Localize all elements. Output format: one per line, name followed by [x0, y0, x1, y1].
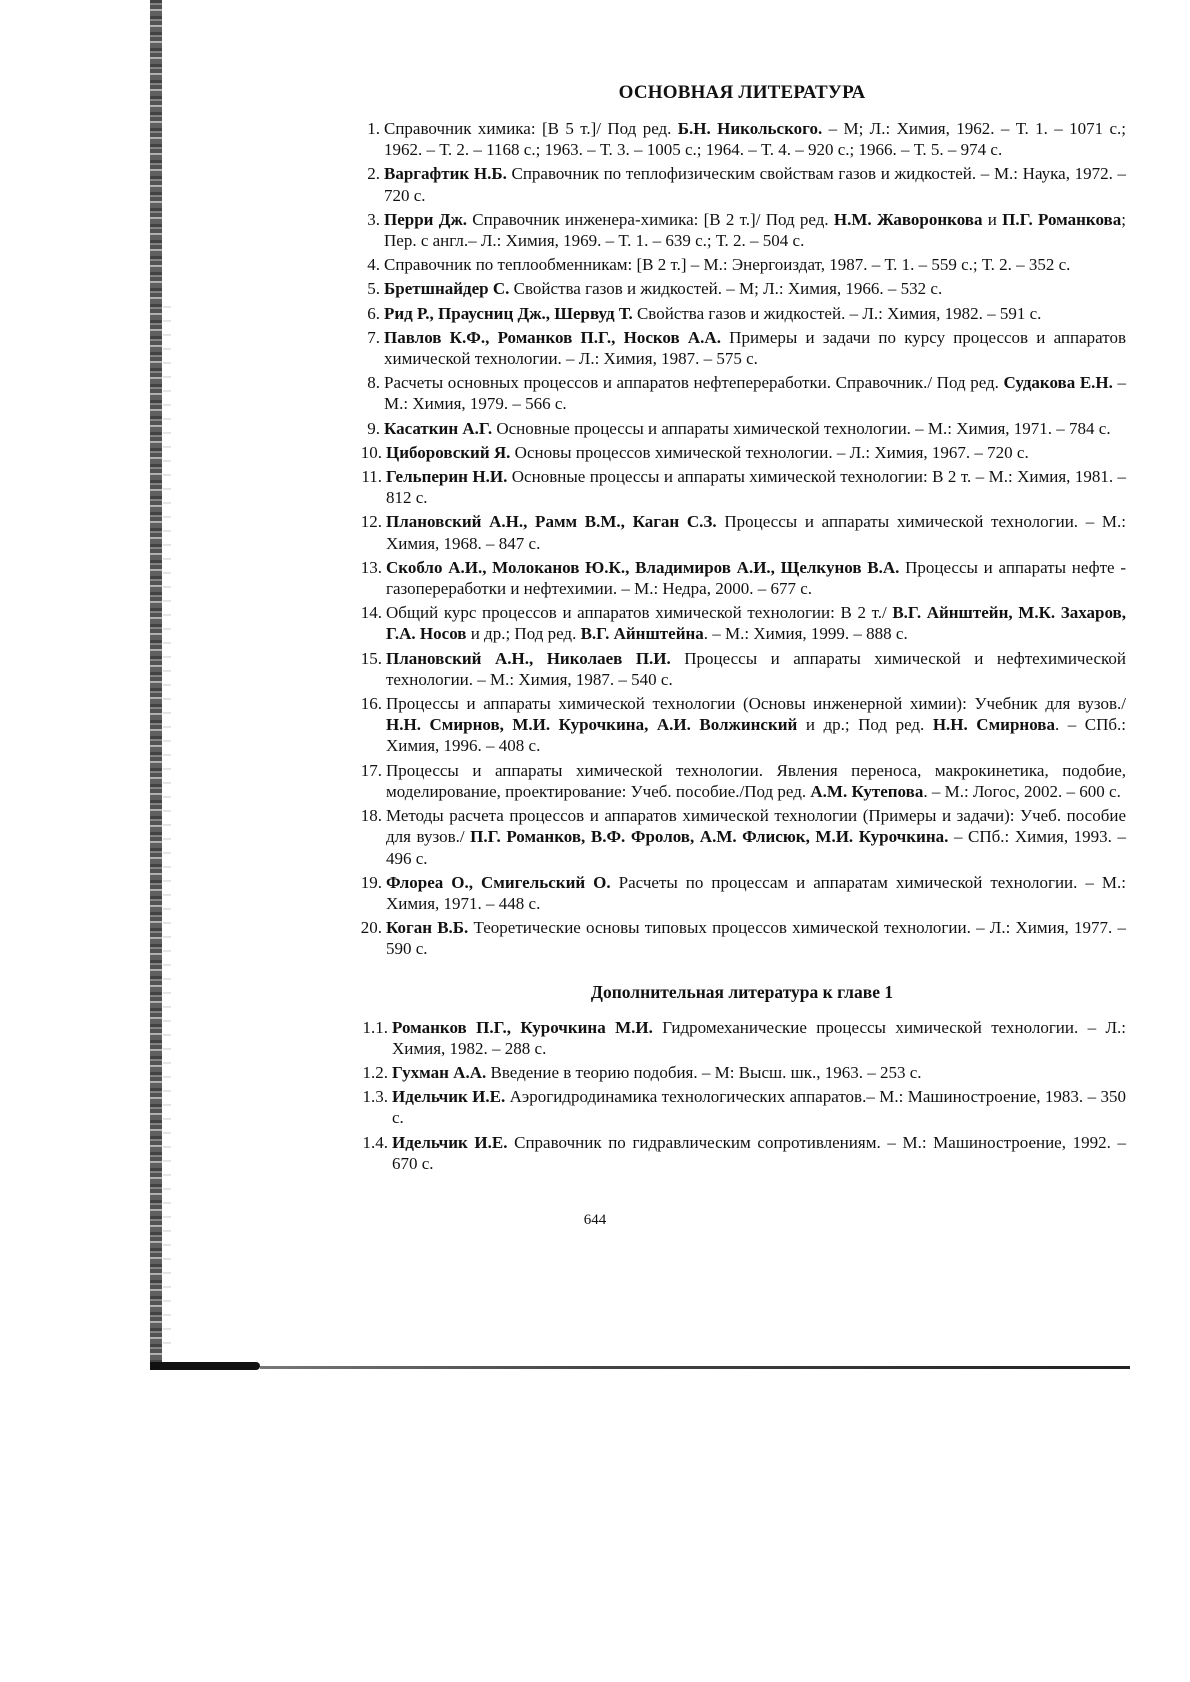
reference-text: Справочник химика: [В 5 т.]/ Под ред.: [384, 119, 678, 138]
reference-number: 1.2.: [362, 1062, 388, 1082]
page-number: 644: [583, 1212, 607, 1228]
reference-author: Идельчик И.Е.: [392, 1087, 506, 1107]
reference-text: – М; Л.: Химия, 1962. – Т. 1. – 1071 с.; 1962. – Т. 2. – 1168 с.; 1963. – Т. 3. – 1005 с.; 1964. – Т. 4. – 920 с.; 1966. – Т. 5. – 974 с.: [384, 119, 1126, 160]
reference-item: [358, 1062, 1126, 1083]
reference-number: 17.: [360, 760, 382, 780]
reference-item: [358, 303, 1126, 324]
reference-author: Судакова Е.Н.: [1003, 373, 1113, 393]
reference-author: Флореа О., Смигельский О.: [386, 872, 611, 892]
reference-item: [358, 693, 1126, 757]
reference-text: Введение в теорию подобия. – М: Высш. шк., 1963. – 253 с.: [486, 1062, 922, 1082]
reference-item: [358, 209, 1126, 251]
extra-reference-list: [358, 1017, 1126, 1174]
reference-number: 12.: [360, 512, 382, 532]
reference-item: [358, 163, 1126, 205]
reference-text: ; Пер. с англ.– Л.: Химия, 1969. – Т. 1. – 639 с.; Т. 2. – 504 с.: [384, 209, 1126, 251]
reference-number: 6.: [367, 303, 380, 323]
reference-text: Основы процессов химической технологии. – Л.: Химия, 1967. – 720 с.: [510, 442, 1029, 462]
reference-author: Плановский А.Н., Николаев П.И.: [386, 648, 671, 668]
reference-text: и др.; Под ред.: [466, 624, 581, 644]
reference-author: Павлов К.Ф., Романков П.Г., Носков А.А.: [384, 327, 721, 347]
reference-item: [358, 805, 1126, 869]
reference-author: Коган В.Б.: [386, 918, 469, 938]
reference-text: Расчеты основных процессов и аппаратов нефтепереработки. Справочник./ Под ред.: [384, 373, 1004, 393]
reference-author: В.Г. Айнштейна: [580, 624, 704, 644]
reference-text: Теоретические основы типовых процессов химической технологии. – Л.: Химия, 1977. – 590 с.: [386, 918, 1126, 959]
reference-number: 8.: [367, 373, 380, 393]
reference-text: Процессы и аппараты химической технологии. – М.: Химия, 1968. – 847 с.: [386, 512, 1126, 553]
reference-author: Бретшнайдер С.: [384, 279, 510, 299]
reference-number: 1.1.: [362, 1017, 388, 1037]
reference-author: Гухман А.А.: [392, 1062, 487, 1082]
reference-text: Процессы и аппараты химической и нефтехимической технологии. – М.: Химия, 1987. – 540 с.: [386, 648, 1126, 689]
reference-item: [358, 872, 1126, 914]
reference-number: 13.: [360, 557, 382, 577]
reference-text: Примеры и задачи по курсу процессов и аппаратов химической технологии. – Л.: Химия, 1987. – 575 с.: [384, 327, 1126, 369]
reference-author: А.М. Кутепова: [810, 781, 924, 801]
reference-item: [358, 917, 1126, 959]
reference-number: 7.: [367, 327, 380, 347]
reference-text: – М.: Химия, 1979. – 566 с.: [384, 373, 1127, 414]
reference-text: Основные процессы и аппараты химической технологии: В 2 т. – М.: Химия, 1981. – 812 с.: [386, 467, 1126, 508]
reference-text: . – СПб.: Химия, 1996. – 408 с.: [386, 715, 1126, 756]
reference-item: [358, 418, 1126, 439]
reference-item: [358, 1017, 1126, 1059]
reference-author: Н.Н. Смирнов, М.И. Курочкина, А.И. Волжинский: [386, 715, 798, 735]
reference-text: Гидромеханические процессы химической технологии. – Л.: Химия, 1982. – 288 с.: [392, 1017, 1126, 1058]
reference-author: П.Г. Романков, В.Ф. Фролов, А.М. Флисюк, М.И. Курочкина.: [470, 827, 949, 847]
reference-text: и др.; Под ред.: [797, 715, 933, 735]
reference-author: Варгафтик Н.Б.: [384, 164, 507, 184]
reference-text: Справочник инженера-химика: [В 2 т.]/ Под ред.: [467, 209, 834, 229]
reference-text: Свойства газов и жидкостей. – М; Л.: Химия, 1966. – 532 с.: [509, 279, 943, 299]
scan-edge-artifact-light: [163, 300, 171, 1350]
reference-number: 1.4.: [362, 1132, 388, 1152]
reference-number: 3.: [367, 209, 380, 229]
reference-item: [358, 602, 1126, 644]
reference-item: [358, 1086, 1126, 1128]
reference-author: Гельперин Н.И.: [386, 467, 508, 487]
reference-item: [358, 511, 1126, 553]
reference-item: [358, 278, 1126, 299]
reference-number: 5.: [367, 279, 380, 299]
reference-author: Перри Дж.: [384, 209, 468, 229]
reference-number: 14.: [360, 603, 382, 623]
reference-author: Идельчик И.Е.: [392, 1132, 508, 1152]
reference-text: Методы расчета процессов и аппаратов химической технологии (Примеры и задачи): Учеб. пособие для вузов./: [386, 806, 1126, 847]
reference-author: Циборовский Я.: [386, 442, 511, 462]
reference-text: Расчеты по процессам и аппаратам химической технологии. – М.: Химия, 1971. – 448 с.: [386, 872, 1126, 913]
reference-item: [358, 760, 1126, 802]
page-title: ОСНОВНАЯ ЛИТЕРАТУРА: [618, 82, 866, 103]
reference-number: 9.: [367, 418, 380, 438]
scan-bottom-line: [150, 1360, 1130, 1374]
main-reference-list: [358, 118, 1126, 439]
reference-item: [358, 327, 1126, 369]
reference-number: 11.: [361, 467, 382, 487]
reference-number: 2.: [367, 164, 380, 184]
reference-number: 4.: [367, 255, 380, 275]
reference-author: Б.Н. Никольского.: [677, 119, 823, 138]
reference-number: 20.: [360, 918, 382, 938]
reference-item: [358, 442, 1126, 463]
reference-number: 1.: [367, 119, 380, 138]
reference-item: [358, 118, 1126, 160]
reference-text: . – М.: Логос, 2002. – 600 с.: [923, 781, 1121, 801]
reference-text: Справочник по теплофизическим свойствам газов и жидкостей. – М.: Наука, 1972. – 720 с.: [384, 164, 1126, 205]
reference-number: 1.3.: [362, 1087, 388, 1107]
reference-text: Аэрогидродинамика технологических аппаратов.– М.: Машиностроение, 1983. – 350 с.: [392, 1087, 1126, 1128]
reference-text: Общий курс процессов и аппаратов химической технологии: В 2 т./: [386, 603, 893, 623]
reference-text: Справочник по теплообменникам: [В 2 т.] – М.: Энергоиздат, 1987. – Т. 1. – 559 с.; Т. 2. – 352 с.: [384, 255, 1071, 275]
reference-item: [358, 466, 1126, 508]
document-body: [358, 82, 1126, 1177]
reference-author: Н.Н. Смирнова: [932, 715, 1055, 735]
reference-text: . – М.: Химия, 1999. – 888 с.: [703, 624, 908, 644]
reference-item: [358, 1132, 1126, 1174]
reference-author: Романков П.Г., Курочкина М.И.: [392, 1017, 653, 1037]
reference-author: Рид Р., Праусниц Дж., Шервуд Т.: [384, 303, 633, 323]
reference-text: Процессы и аппараты химической технологии (Основы инженерной химии): Учебник для вузов./: [386, 694, 1126, 714]
scan-edge-artifact: [150, 0, 162, 1370]
reference-author: Плановский А.Н., Рамм В.М., Каган С.З.: [386, 512, 717, 532]
reference-text: Процессы и аппараты нефте - газопереработки и нефтехимии. – М.: Недра, 2000. – 677 с.: [386, 557, 1126, 599]
reference-author: Н.М. Жаворонкова: [833, 209, 983, 229]
reference-number: 10.: [360, 442, 382, 462]
main-reference-list-continued: [358, 442, 1126, 960]
reference-item: [358, 557, 1126, 599]
reference-item: [358, 372, 1126, 414]
reference-text: Основные процессы и аппараты химической технологии. – М.: Химия, 1971. – 784 с.: [492, 418, 1111, 438]
reference-author: Касаткин А.Г.: [384, 418, 493, 438]
reference-text: и: [982, 209, 1003, 229]
reference-number: 16.: [360, 694, 382, 714]
reference-author: В.Г. Айнштейн, М.К. Захаров, Г.А. Носов: [386, 603, 1126, 644]
reference-text: Процессы и аппараты химической технологии. Явления переноса, макрокинетика, подобие, моделирование, проектирование: Учеб. пособие./Под ред.: [386, 760, 1126, 801]
reference-text: Справочник по гидравлическим сопротивлениям. – М.: Машиностроение, 1992. – 670 с.: [392, 1132, 1126, 1173]
reference-number: 19.: [360, 872, 382, 892]
reference-author: П.Г. Романкова: [1002, 209, 1122, 229]
reference-number: 15.: [360, 648, 382, 668]
reference-item: [358, 648, 1126, 690]
reference-author: Скобло А.И., Молоканов Ю.К., Владимиров А.И., Щелкунов В.А.: [386, 557, 900, 577]
reference-text: Свойства газов и жидкостей. – Л.: Химия, 1982. – 591 с.: [632, 303, 1042, 323]
reference-item: [358, 254, 1126, 275]
reference-text: – СПб.: Химия, 1993. – 496 с.: [386, 827, 1126, 868]
section-title: Дополнительная литература к главе 1: [590, 981, 894, 1002]
reference-number: 18.: [360, 806, 382, 826]
